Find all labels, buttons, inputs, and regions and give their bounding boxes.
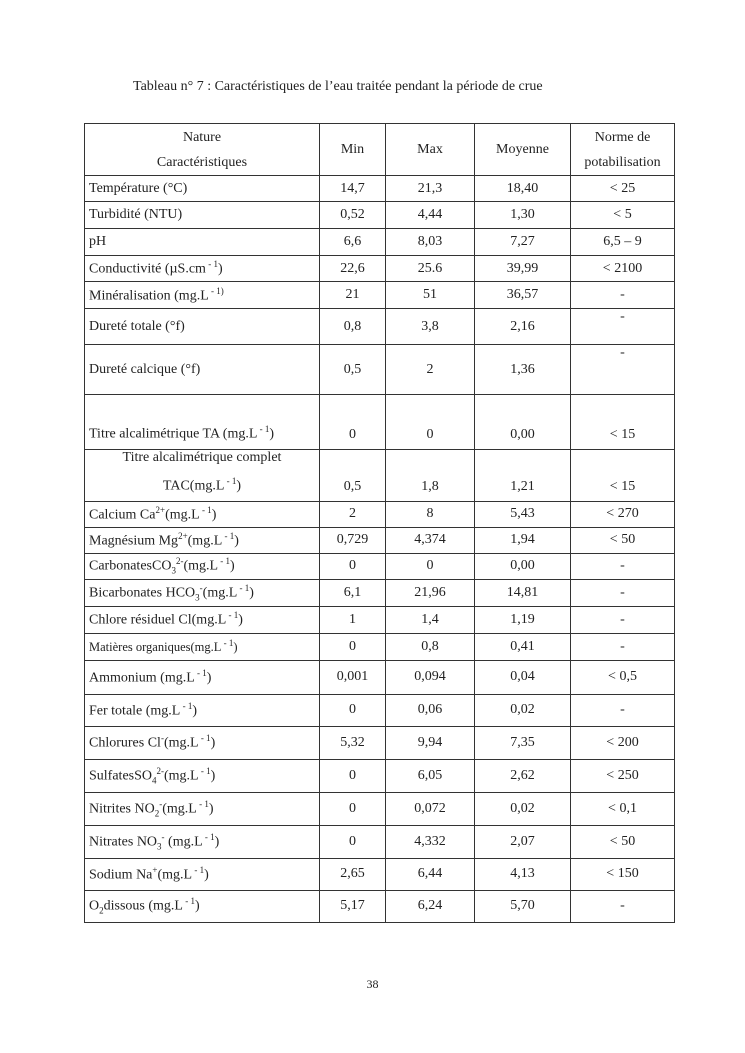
cell-min: 6,1 xyxy=(320,579,386,606)
cell-min: 0 xyxy=(320,759,386,792)
characteristic-superscript: 2+ xyxy=(155,504,166,515)
cell-characteristic xyxy=(85,527,320,553)
characteristic-unit-superscript: - 1 xyxy=(182,896,195,907)
cell-norme: 6,5 – 9 xyxy=(571,229,675,256)
cell-max: 0,06 xyxy=(386,694,475,726)
cell-max: 4,44 xyxy=(386,202,475,229)
cell-norme: < 15 xyxy=(571,450,675,502)
cell-max: 2 xyxy=(386,345,475,395)
characteristic-name: Titre alcalimétrique TA (mg.L xyxy=(89,427,258,442)
cell-norme: - xyxy=(571,553,675,579)
characteristic-superscript: 2- xyxy=(156,765,164,776)
characteristic-superscript: - xyxy=(160,733,164,744)
cell-characteristic xyxy=(85,176,320,202)
cell-max: 8,03 xyxy=(386,229,475,256)
cell-characteristic xyxy=(85,606,320,633)
cell-characteristic xyxy=(85,792,320,825)
characteristic-superscript: - xyxy=(159,798,163,809)
characteristic-name: Chlore résiduel Cl(mg.L xyxy=(89,612,227,628)
characteristic-subscript: 3 xyxy=(171,565,176,576)
characteristic-name: Nitrates NO xyxy=(89,834,158,850)
cell-min: 6,6 xyxy=(320,229,386,256)
header-norme-line1: Norme de xyxy=(594,129,651,145)
characteristic-superscript: 2+ xyxy=(178,530,188,541)
characteristic-superscript: - 1 xyxy=(180,700,193,711)
characteristic-unit: (mg.L xyxy=(163,735,199,751)
cell-max: 21,3 xyxy=(386,176,475,202)
cell-moy: 0,00 xyxy=(475,553,571,579)
table-row xyxy=(85,858,675,890)
characteristic-subscript: 4 xyxy=(152,775,157,786)
cell-min: 0,52 xyxy=(320,202,386,229)
characteristic-name: TAC(mg.L xyxy=(162,478,225,494)
cell-moy: 1,19 xyxy=(475,606,571,633)
characteristic-superscript: 2- xyxy=(175,556,184,567)
cell-max: 4,374 xyxy=(386,527,475,553)
characteristic-unit: ) xyxy=(236,478,242,494)
characteristic-superscript: - xyxy=(161,831,165,842)
cell-min: 22,6 xyxy=(320,256,386,282)
table-row xyxy=(85,633,675,660)
cell-characteristic xyxy=(85,759,320,792)
characteristic-name: pH xyxy=(89,234,107,249)
characteristic-unit: ) xyxy=(206,670,212,686)
cell-min: 0 xyxy=(320,395,386,450)
characteristic-name: Fer totale (mg.L xyxy=(89,703,181,719)
header-norme xyxy=(571,124,675,176)
cell-min: 14,7 xyxy=(320,176,386,202)
characteristic-name: Dureté calcique (°f) xyxy=(89,361,201,377)
cell-max: 8 xyxy=(386,501,475,527)
table-row xyxy=(85,395,675,450)
cell-characteristic xyxy=(85,553,320,579)
table-row xyxy=(85,229,675,256)
table-row xyxy=(85,579,675,606)
characteristic-unit: (mg.L xyxy=(202,585,238,601)
cell-moy: 5,70 xyxy=(475,890,571,922)
table-row xyxy=(85,726,675,759)
cell-norme: < 50 xyxy=(571,527,675,553)
cell-min: 0 xyxy=(320,553,386,579)
header-norme-line2: potabilisation xyxy=(584,154,661,170)
characteristic-name: Matières organiques(mg.L xyxy=(89,640,222,655)
characteristic-unit-superscript: - 1 xyxy=(218,556,231,567)
characteristic-name: Sodium Na xyxy=(89,867,153,883)
cell-characteristic xyxy=(85,694,320,726)
page-number: 38 xyxy=(366,977,379,991)
characteristic-superscript: - 1 xyxy=(257,424,270,435)
cell-norme: - xyxy=(571,606,675,633)
characteristic-unit-superscript: - 1 xyxy=(199,504,212,515)
characteristic-unit: dissous (mg.L xyxy=(103,899,183,915)
cell-norme: < 150 xyxy=(571,858,675,890)
characteristic-unit-close: ) xyxy=(210,768,216,784)
characteristic-unit-close: ) xyxy=(204,867,209,883)
characteristic-unit-close: ) xyxy=(214,834,220,850)
cell-max: 1,4 xyxy=(386,606,475,633)
cell-norme: < 2100 xyxy=(571,256,675,282)
characteristic-unit-close: ) xyxy=(234,533,239,549)
characteristic-name: Dureté totale (°f) xyxy=(89,318,185,334)
header-nature xyxy=(85,124,320,176)
characteristic-unit-superscript: - 1 xyxy=(222,530,235,541)
table-row xyxy=(85,345,675,395)
cell-characteristic xyxy=(85,309,320,345)
cell-norme: < 25 xyxy=(571,176,675,202)
table-caption: Tableau n° 7 : Caractéristiques de l’eau traitée pendant la période de crue xyxy=(133,79,543,94)
cell-norme: < 270 xyxy=(571,501,675,527)
characteristic-name: Calcium Ca xyxy=(89,507,156,523)
characteristic-superscript: - 1 xyxy=(221,638,234,649)
characteristic-name: Température (°C) xyxy=(89,180,188,196)
characteristic-unit: (mg.L xyxy=(164,768,199,784)
table-row xyxy=(85,450,675,502)
cell-min: 21 xyxy=(320,282,386,309)
cell-characteristic xyxy=(85,229,320,256)
characteristic-unit: ) xyxy=(217,261,223,277)
cell-norme: - xyxy=(571,633,675,660)
cell-min: 5,32 xyxy=(320,726,386,759)
cell-norme: - xyxy=(571,694,675,726)
cell-norme: < 0,1 xyxy=(571,792,675,825)
cell-min: 2 xyxy=(320,501,386,527)
table-row xyxy=(85,527,675,553)
cell-max: 4,332 xyxy=(386,825,475,858)
cell-max: 0 xyxy=(386,553,475,579)
cell-moy: 5,43 xyxy=(475,501,571,527)
cell-characteristic xyxy=(85,450,320,502)
characteristic-unit-superscript: - 1 xyxy=(198,765,211,776)
cell-moy: 7,35 xyxy=(475,726,571,759)
cell-characteristic xyxy=(85,202,320,229)
characteristic-subscript: 2 xyxy=(154,808,160,819)
characteristic-unit: (mg.L xyxy=(157,867,193,883)
table-row xyxy=(85,256,675,282)
table-row xyxy=(85,660,675,694)
cell-characteristic xyxy=(85,282,320,309)
cell-min: 0,001 xyxy=(320,660,386,694)
cell-moy: 1,30 xyxy=(475,202,571,229)
characteristic-unit: ) xyxy=(233,640,238,655)
cell-characteristic xyxy=(85,726,320,759)
characteristic-name: Turbidité (NTU) xyxy=(89,207,183,222)
cell-moy: 18,40 xyxy=(475,176,571,202)
characteristic-unit: ) xyxy=(192,703,198,719)
characteristic-unit-superscript: - 1 xyxy=(198,733,211,744)
characteristic-unit: (mg.L xyxy=(165,507,200,523)
cell-norme: - xyxy=(571,890,675,922)
characteristic-superscript: - xyxy=(199,582,203,593)
cell-moy: 1,21 xyxy=(475,450,571,502)
characteristic-unit-close: ) xyxy=(210,735,216,751)
cell-characteristic xyxy=(85,395,320,450)
characteristic-unit-close: ) xyxy=(194,899,200,915)
cell-moy: 2,07 xyxy=(475,825,571,858)
cell-moy: 2,16 xyxy=(475,309,571,345)
cell-moy: 36,57 xyxy=(475,282,571,309)
header-moyenne: Moyenne xyxy=(475,124,571,176)
table-row xyxy=(85,176,675,202)
cell-min: 0 xyxy=(320,825,386,858)
cell-moy: 7,27 xyxy=(475,229,571,256)
cell-min: 0 xyxy=(320,694,386,726)
table-row xyxy=(85,553,675,579)
cell-moy: 0,02 xyxy=(475,792,571,825)
cell-max: 21,96 xyxy=(386,579,475,606)
cell-min: 0,5 xyxy=(320,450,386,502)
characteristic-superscript: + xyxy=(152,864,158,875)
characteristic-name: Bicarbonates HCO xyxy=(89,585,196,601)
cell-min: 2,65 xyxy=(320,858,386,890)
table-row xyxy=(85,792,675,825)
cell-moy: 39,99 xyxy=(475,256,571,282)
header-nature-line2: Caractéristiques xyxy=(156,154,248,170)
cell-moy: 0,00 xyxy=(475,395,571,450)
table-body xyxy=(85,176,675,923)
characteristic-name: Conductivité (µS.cm xyxy=(89,261,206,277)
characteristic-name: SulfatesSO xyxy=(89,768,152,784)
characteristic-unit: ) xyxy=(269,427,275,442)
characteristic-unit-superscript: - 1 xyxy=(202,831,215,842)
cell-max: 6,24 xyxy=(386,890,475,922)
cell-norme: < 15 xyxy=(571,395,675,450)
cell-characteristic xyxy=(85,579,320,606)
cell-min: 1 xyxy=(320,606,386,633)
characteristic-unit-superscript: - 1 xyxy=(237,582,250,593)
cell-norme: - xyxy=(571,309,675,345)
table-row xyxy=(85,759,675,792)
cell-moy: 2,62 xyxy=(475,759,571,792)
characteristic-unit: (mg.L xyxy=(183,559,219,575)
cell-norme: - xyxy=(571,579,675,606)
characteristic-unit-close: ) xyxy=(208,801,214,817)
cell-norme: < 5 xyxy=(571,202,675,229)
cell-characteristic xyxy=(85,660,320,694)
characteristic-name-line1: Titre alcalimétrique complet xyxy=(122,450,282,465)
header-max: Max xyxy=(386,124,475,176)
cell-characteristic xyxy=(85,890,320,922)
header-nature-line1: Nature xyxy=(182,129,222,145)
cell-characteristic xyxy=(85,825,320,858)
cell-max: 1,8 xyxy=(386,450,475,502)
cell-moy: 0,04 xyxy=(475,660,571,694)
cell-moy: 0,02 xyxy=(475,694,571,726)
cell-min: 0,5 xyxy=(320,345,386,395)
cell-max: 0,8 xyxy=(386,633,475,660)
cell-characteristic xyxy=(85,345,320,395)
table-row xyxy=(85,825,675,858)
characteristic-unit-close: ) xyxy=(249,585,254,601)
cell-max: 51 xyxy=(386,282,475,309)
characteristic-name: Chlorures Cl xyxy=(89,735,161,751)
characteristic-subscript: 3 xyxy=(195,592,200,603)
cell-characteristic xyxy=(85,633,320,660)
cell-min: 0,8 xyxy=(320,309,386,345)
cell-moy: 14,81 xyxy=(475,579,571,606)
cell-norme: < 200 xyxy=(571,726,675,759)
cell-moy: 1,36 xyxy=(475,345,571,395)
cell-max: 25.6 xyxy=(386,256,475,282)
cell-min: 0,729 xyxy=(320,527,386,553)
cell-moy: 1,94 xyxy=(475,527,571,553)
characteristic-name: CarbonatesCO xyxy=(89,559,172,575)
characteristic-unit-superscript: - 1 xyxy=(196,798,209,809)
characteristic-name: Ammonium (mg.L xyxy=(89,670,195,686)
characteristic-name: O xyxy=(89,899,100,915)
characteristic-name: Nitrites NO xyxy=(89,801,155,817)
characteristic-superscript: - 1 xyxy=(226,610,239,621)
characteristic-unit: (mg.L xyxy=(162,801,197,817)
cell-norme: < 50 xyxy=(571,825,675,858)
characteristic-superscript: - 1 xyxy=(224,476,237,486)
table-row xyxy=(85,282,675,309)
characteristic-superscript: - 1 xyxy=(205,259,218,270)
cell-characteristic xyxy=(85,256,320,282)
water-characteristics-table xyxy=(84,123,675,923)
table-row xyxy=(85,606,675,633)
table-row xyxy=(85,890,675,922)
cell-norme: - xyxy=(571,345,675,395)
characteristic-subscript: 2 xyxy=(99,905,104,916)
cell-max: 3,8 xyxy=(386,309,475,345)
characteristic-unit: ) xyxy=(238,612,243,628)
table-row xyxy=(85,694,675,726)
cell-norme: < 250 xyxy=(571,759,675,792)
characteristic-unit-superscript: - 1 xyxy=(192,864,205,875)
cell-max: 9,94 xyxy=(386,726,475,759)
cell-max: 0,072 xyxy=(386,792,475,825)
characteristic-subscript: 3 xyxy=(157,841,162,852)
cell-max: 6,44 xyxy=(386,858,475,890)
cell-norme: < 0,5 xyxy=(571,660,675,694)
characteristic-unit-close: ) xyxy=(211,507,217,523)
characteristic-unit: (mg.L xyxy=(187,533,223,549)
characteristic-superscript: - 1 xyxy=(194,667,207,678)
characteristic-unit-close: ) xyxy=(230,559,235,575)
cell-max: 6,05 xyxy=(386,759,475,792)
characteristic-name: Magnésium Mg xyxy=(89,533,179,549)
cell-max: 0 xyxy=(386,395,475,450)
table-row xyxy=(85,501,675,527)
cell-max: 0,094 xyxy=(386,660,475,694)
characteristic-superscript: - 1) xyxy=(208,285,224,296)
cell-min: 0 xyxy=(320,633,386,660)
characteristic-unit: (mg.L xyxy=(164,834,203,850)
table-row xyxy=(85,202,675,229)
cell-characteristic xyxy=(85,858,320,890)
characteristic-name: Minéralisation (mg.L xyxy=(89,288,209,304)
cell-characteristic xyxy=(85,501,320,527)
cell-min: 5,17 xyxy=(320,890,386,922)
table-header-row xyxy=(85,124,675,176)
cell-moy: 4,13 xyxy=(475,858,571,890)
cell-min: 0 xyxy=(320,792,386,825)
cell-norme: - xyxy=(571,282,675,309)
header-min: Min xyxy=(320,124,386,176)
table-row xyxy=(85,309,675,345)
cell-moy: 0,41 xyxy=(475,633,571,660)
